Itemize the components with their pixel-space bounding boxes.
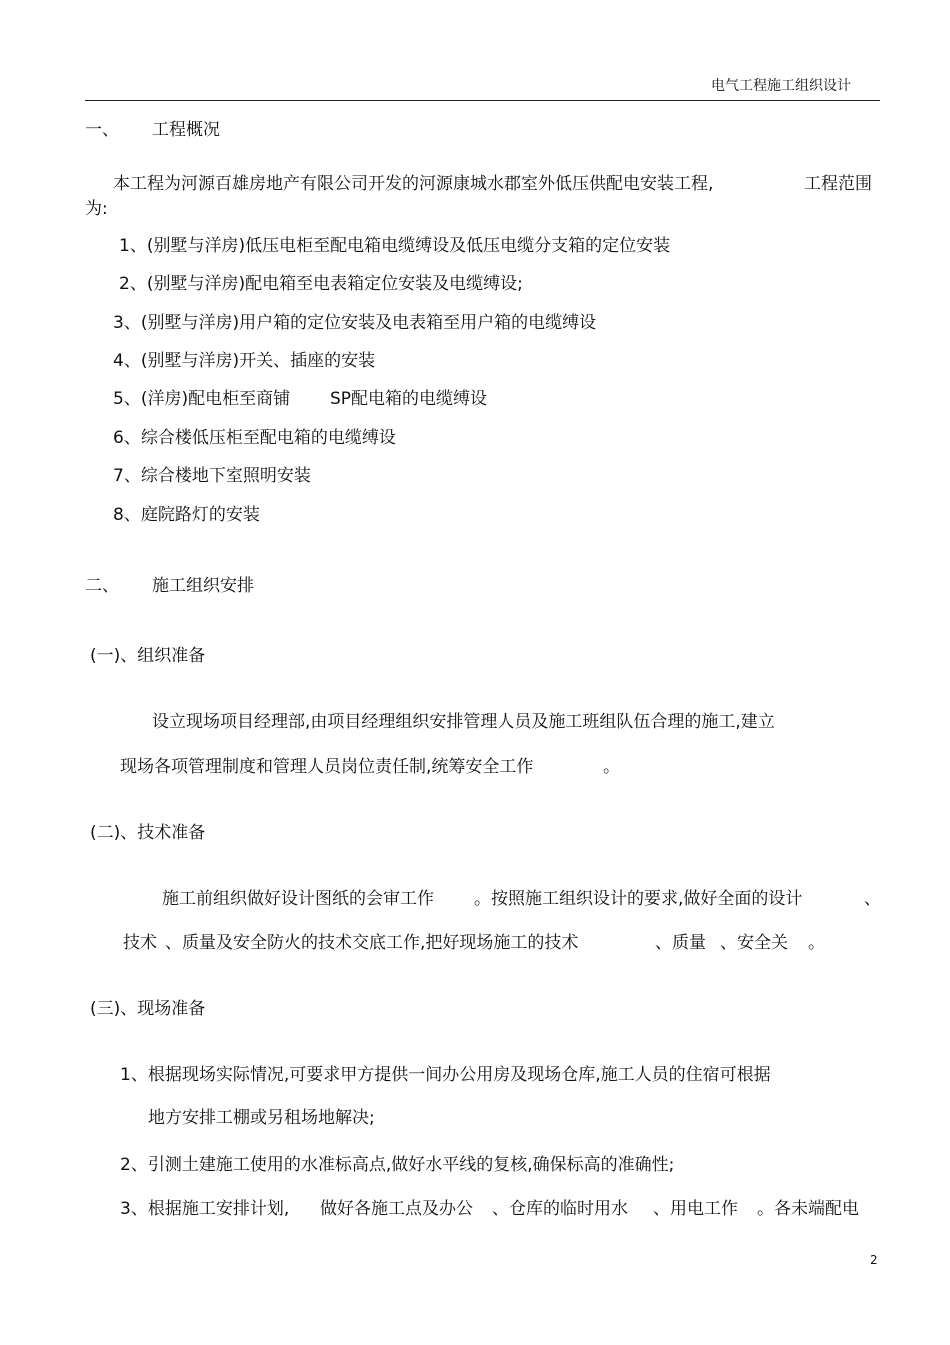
- site-prep-item-3-e: 。各未端配电: [757, 1199, 859, 1219]
- subsection-1-line2: 现场各项管理制度和管理人员岗位责任制,统筹安全工作: [120, 757, 534, 777]
- running-header-title: 电气工程施工组织设计: [711, 78, 851, 94]
- subsection-1-line1: 设立现场项目经理部,由项目经理组织安排管理人员及施工班组队伍合理的施工,建立: [152, 712, 775, 732]
- site-prep-item-3-b: 做好各施工点及办公: [320, 1199, 473, 1219]
- header-rule: [85, 100, 880, 101]
- section-1-intro-line1-tail: 工程范围: [804, 174, 872, 194]
- scope-item-8: 8、庭院路灯的安装: [113, 505, 260, 525]
- section-1-intro-line2: 为:: [85, 199, 108, 219]
- site-prep-item-2: 2、引测土建施工使用的水准标高点,做好水平线的复核,确保标高的准确性;: [120, 1155, 675, 1175]
- page-number: 2: [870, 1253, 878, 1267]
- section-1-intro-line1: 本工程为河源百雄房地产有限公司开发的河源康城水郡室外低压供配电安装工程,: [113, 174, 714, 194]
- site-prep-item-1-line1: 1、根据现场实际情况,可要求甲方提供一间办公用房及现场仓库,施工人员的住宿可根据: [120, 1065, 771, 1085]
- scope-item-3: 3、(别墅与洋房)用户箱的定位安装及电表箱至用户箱的电缆缚设: [113, 313, 597, 333]
- subsection-2-line2-b: 、质量及安全防火的技术交底工作,把好现场施工的技术: [165, 933, 579, 953]
- site-prep-item-3-d: 、用电工作: [653, 1199, 738, 1219]
- scope-item-1: 1、(别墅与洋房)低压电柜至配电箱电缆缚设及低压电缆分支箱的定位安装: [119, 236, 671, 256]
- site-prep-item-3-c: 、仓库的临时用水: [492, 1199, 628, 1219]
- scope-item-2: 2、(别墅与洋房)配电箱至电表箱定位安装及电缆缚设;: [119, 274, 523, 294]
- site-prep-item-1-line2: 地方安排工棚或另租场地解决;: [148, 1108, 375, 1128]
- subsection-2-line2-e: 。: [808, 933, 825, 953]
- site-prep-item-3-a: 3、根据施工安排计划,: [120, 1199, 290, 1219]
- subsection-2-line1-c: 、: [864, 889, 881, 909]
- subsection-2-line2-a: 技术: [123, 933, 157, 953]
- subsection-3-title: (三)、现场准备: [90, 999, 206, 1019]
- subsection-2-line1-a: 施工前组织做好设计图纸的会审工作: [162, 889, 434, 909]
- subsection-2-line1-b: 。按照施工组织设计的要求,做好全面的设计: [474, 889, 803, 909]
- section-2-title: 施工组织安排: [152, 576, 254, 596]
- subsection-1-title: (一)、组织准备: [90, 646, 206, 666]
- subsection-1-line2-period: 。: [603, 757, 620, 777]
- section-1-title: 工程概况: [152, 120, 220, 140]
- section-1-number: 一、: [85, 120, 119, 140]
- subsection-2-line2-c: 、质量: [655, 933, 706, 953]
- scope-item-4: 4、(别墅与洋房)开关、插座的安装: [113, 351, 376, 371]
- scope-item-7: 7、综合楼地下室照明安装: [113, 466, 311, 486]
- scope-item-5: 5、(洋房)配电柜至商铺: [113, 389, 291, 409]
- section-2-number: 二、: [85, 576, 119, 596]
- scope-item-6: 6、综合楼低压柜至配电箱的电缆缚设: [113, 428, 396, 448]
- subsection-2-title: (二)、技术准备: [90, 823, 206, 843]
- scope-item-5-tail: SP配电箱的电缆缚设: [330, 389, 488, 409]
- subsection-2-line2-d: 、安全关: [720, 933, 788, 953]
